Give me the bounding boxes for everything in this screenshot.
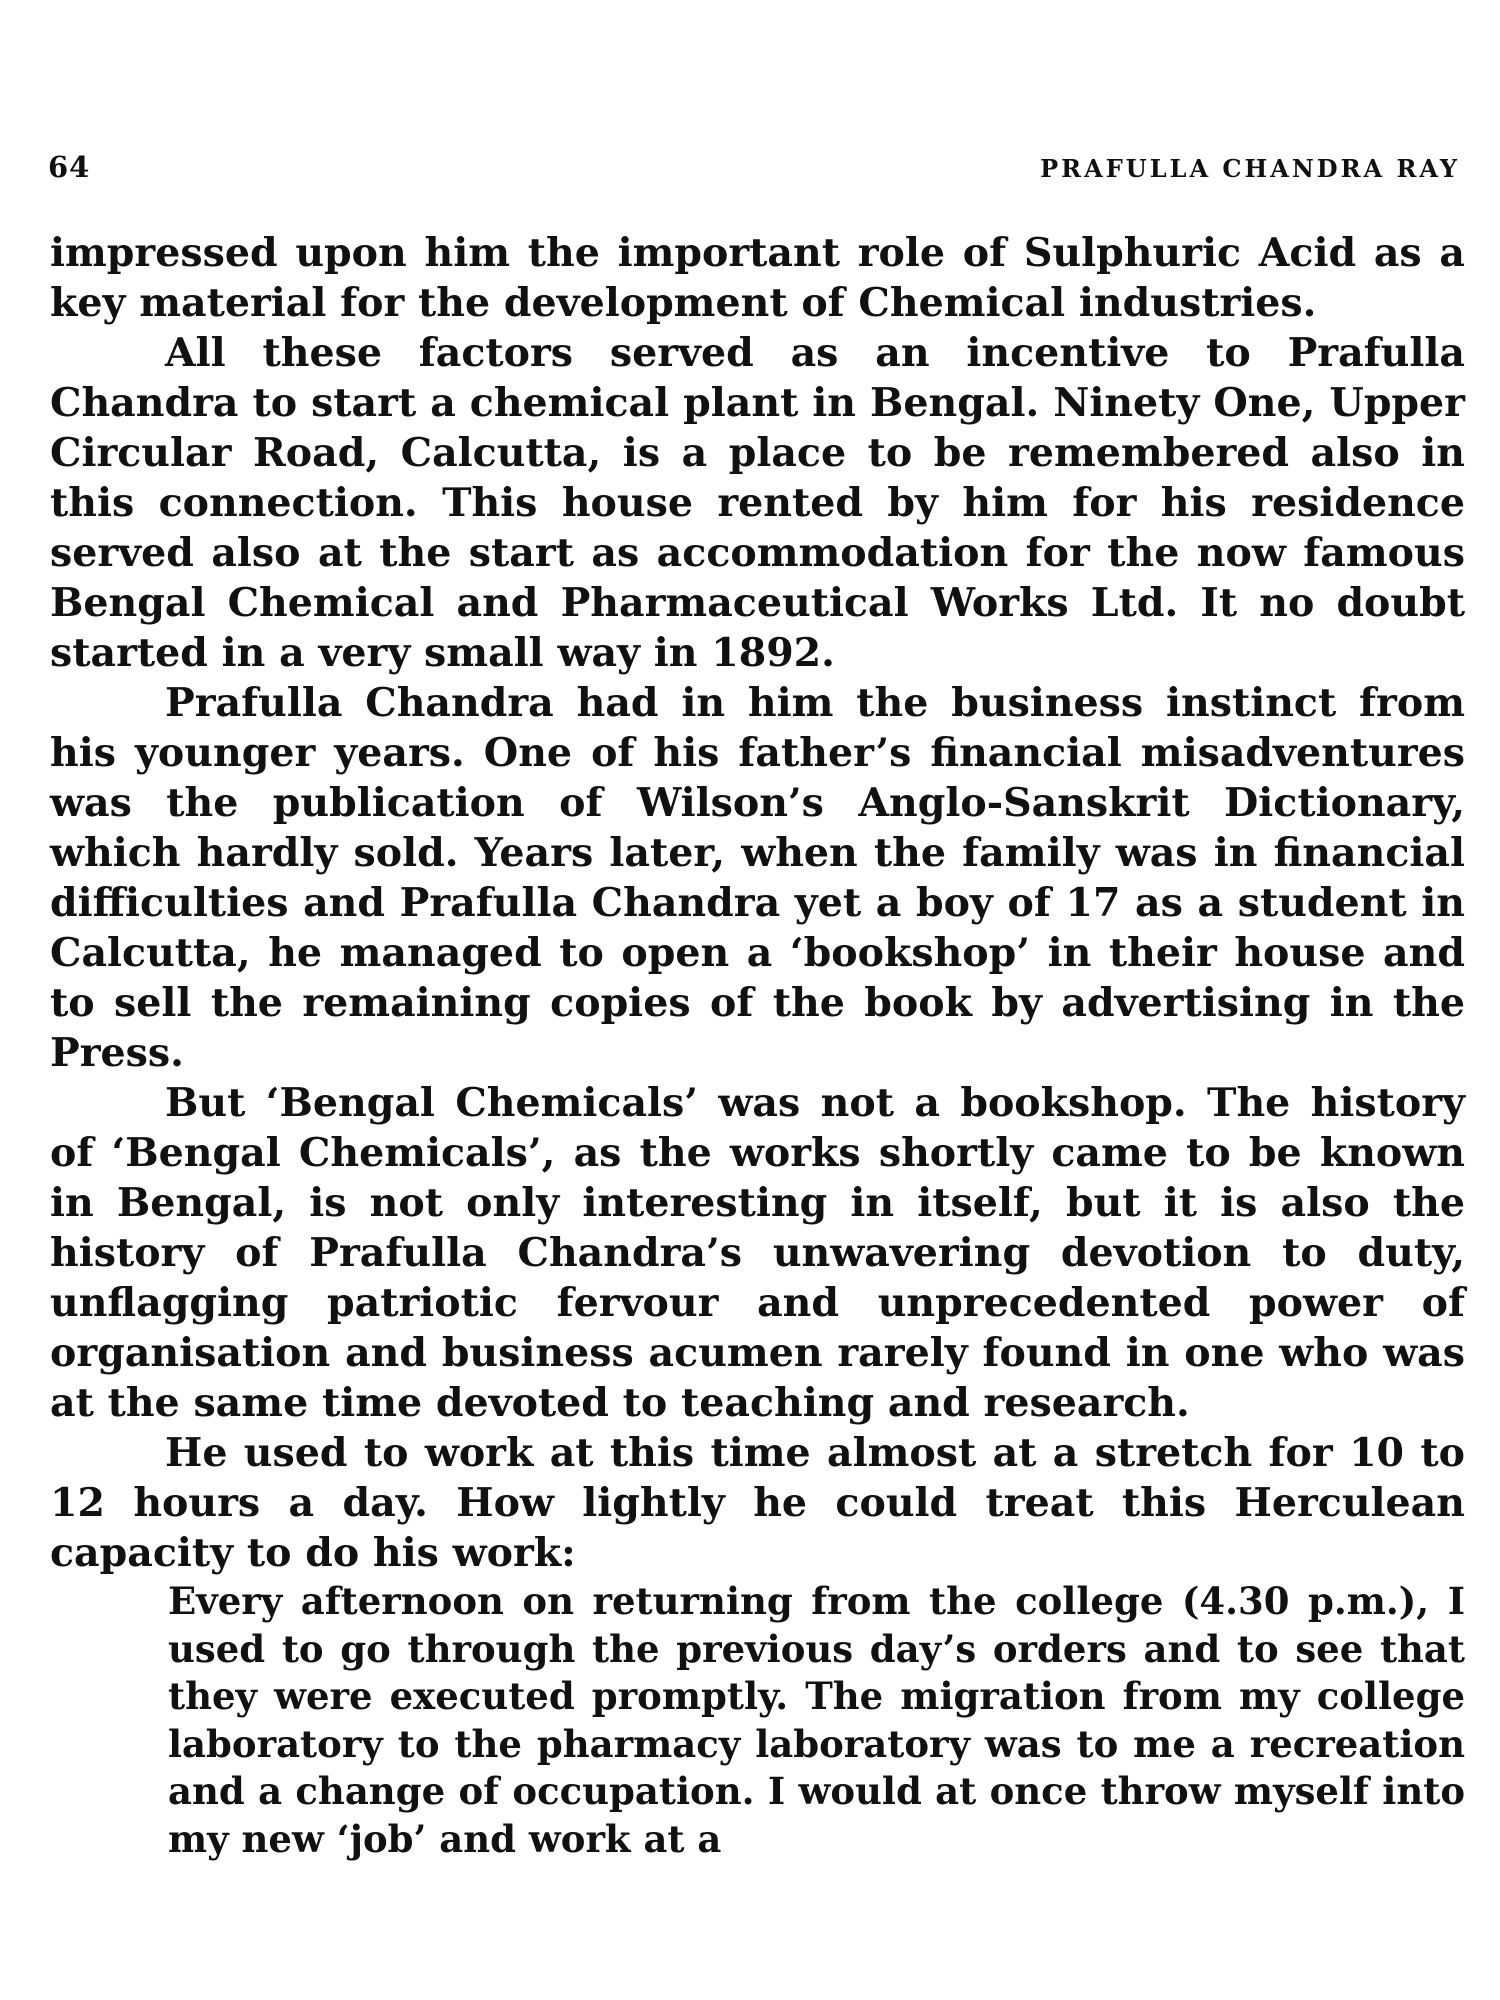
paragraph: All these factors served as an incentive to Prafulla Chandra to start a chemical plant in Bengal. Ninety One, Upper Circular Road, Calcutta, is a place to be remembered also in this connection. This house rented by him for his residence served also at the start as accommodation for the now famous Bengal Chemical and Pharmaceutical Works Ltd. It no doubt started in a very small way in 1892. bbox=[50, 330, 1465, 676]
paragraph: Prafulla Chandra had in him the business instinct from his younger years. One of his father’s financial misadventures was the publication of Wilson’s Anglo-Sanskrit Dictionary, which hardly sold. Years later, when the family was in financial difficulties and Prafulla Chandra yet a boy of 17 as a student in Calcutta, he managed to open a ‘bookshop’ in their house and to sell the remaining copies of the book by advertising in the Press. bbox=[50, 680, 1465, 1076]
paragraph: But ‘Bengal Chemicals’ was not a bookshop. The history of ‘Bengal Chemicals’, as the works shortly came to be known in Bengal, is not only interesting in itself, but it is also the history of Prafulla Chandra’s unwavering devotion to duty, unflagging patriotic fervour and unprecedented power of organisation and business acumen rarely found in one who was at the same time devoted to teaching and research. bbox=[50, 1080, 1465, 1426]
paragraph: He used to work at this time almost at a stretch for 10 to 12 hours a day. How lightly he could treat this Herculean capacity to do his work: bbox=[50, 1430, 1465, 1576]
block-quotation: Every afternoon on returning from the college (4.30 p.m.), I used to go through the previous day’s orders and to see that they were executed promptly. The migration from my college laboratory to the pharmacy laboratory was to me a recreation and a change of occupation. I would at once throw myself into my new ‘job’ and work at a bbox=[168, 1579, 1465, 1861]
paragraph-continued: impressed upon him the important role of Sulphuric Acid as a key material for the development of Chemical industries. bbox=[50, 230, 1465, 326]
running-title: PRAFULLA CHANDRA RAY bbox=[1040, 154, 1460, 183]
page-number: 64 bbox=[48, 150, 91, 184]
body-text bbox=[50, 228, 1465, 1863]
running-head bbox=[48, 150, 1460, 190]
